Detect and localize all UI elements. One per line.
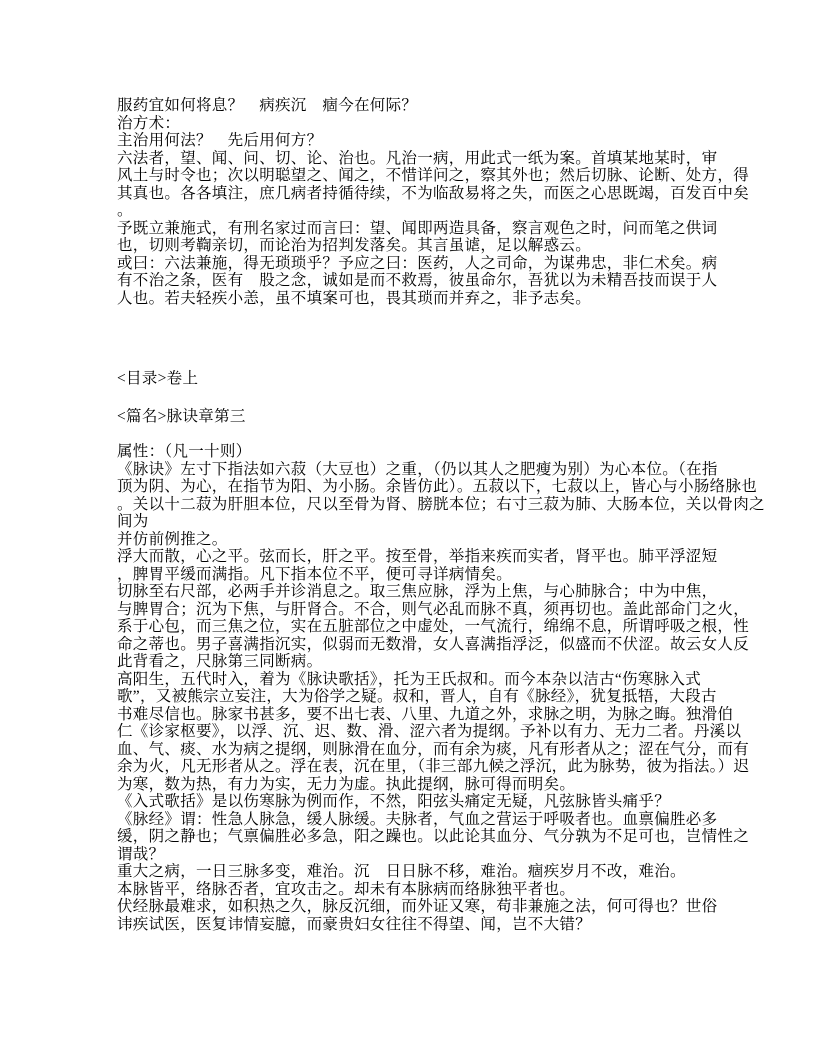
text-line: 此背看之，尺脉第三同断病。: [117, 653, 323, 670]
text-line: 或曰：六法兼施，得无琐琐乎？予应之曰：医药，人之司命，为谋弗忠，非仁术矣。病: [117, 254, 718, 272]
text-line: 。关以十二菽为肝胆本位，尺以至骨为肾、膀胱本位；右寸三菽为肺、大肠本位，关以骨肉之: [117, 495, 765, 513]
text-line: 伏经脉最难求，如积热之久，脉反沉细，而外证又寒，苟非兼施之法，何可得也？世俗: [117, 898, 718, 915]
blank-gap: [117, 388, 720, 408]
text-line: 高阳生，五代时入，着为《脉诀歌括》，托为王氏叔和。而今本杂以洁古“伤寒脉入式: [117, 670, 702, 688]
text-line: 治方术：: [117, 114, 181, 132]
text-line: 予既立兼施式，有刑名家过而言曰：望、闻即两造具备，察言观色之时，问而笔之供词: [117, 219, 718, 237]
text-line: 《脉经》谓：性急人脉急，缓人脉缓。夫脉者，气血之营运于呼吸者也。血禀偏胜必多: [117, 810, 718, 828]
text-line: 切脉至右尺部，必两手并诊消息之。取三焦应脉，浮为上焦，与心肺脉合；中为中焦，: [117, 583, 718, 600]
blank-gap: [117, 425, 720, 443]
text-line: 主治用何法？ 先后用何方？: [117, 132, 323, 149]
text-line: 血、气、痰、水为病之提纲，则脉滑在血分，而有余为痰，凡有形者从之；涩在气分，而有: [117, 740, 750, 758]
text-line: 有不治之条，医有 股之念，诚如是而不救焉，彼虽命尔，吾犹以为未精吾技而误于人: [117, 272, 718, 289]
text-line: 谓哉？: [117, 845, 165, 863]
text-line: 《入式歌括》是以伤寒脉为例而作，不然，阳弦头痛定无疑，凡弦脉皆头痛乎？: [117, 793, 671, 810]
body-paragraph: [117, 443, 765, 933]
text-line: 。: [117, 202, 133, 219]
text-line: 命之蒂也。男子喜满指沉实，似弱而无数滑，女人喜满指浮泛，似盛而不伏涩。故云女人反: [117, 635, 750, 653]
text-line: 讳疾试医，医复讳情妄臆，而豪贵妇女往往不得望、闻，岂不大错？: [117, 915, 592, 933]
text-line: 书难尽信也。脉家书甚多，要不出七表、八里、九道之外，求脉之明，为脉之晦。独滑伯: [117, 705, 734, 723]
text-line: 风土与时令也；次以明聪望之、闻之，不惜详问之，察其外也；然后切脉、论断、处方，得: [117, 167, 750, 184]
text-line: 余为火，凡无形者从之。浮在表，沉在里，（非三部九候之浮沉，此为脉势，彼为指法。）迟: [117, 758, 750, 775]
text-line: 其真也。各各填注，庶几病者持循待续，不为临敌易将之失，而医之心思既竭，百发百中矣: [117, 184, 750, 202]
text-line: 并仿前例推之。: [117, 530, 228, 548]
intro-paragraph: [117, 97, 750, 307]
text-line: 歌”，又被熊宗立妄注，大为俗学之疑。叔和，晋人，自有《脉经》，犹复抵牾，大段古: [117, 688, 717, 705]
text-line: 浮大而散，心之平。弦而长，肝之平。按至骨，举指来疾而实者，肾平也。肺平浮涩短: [117, 548, 718, 565]
text-line: 为寒，数为热，有力为实，无力为虚。执此提纲，脉可得而明矣。: [117, 775, 576, 793]
text-line: 属性：（凡一十则）: [117, 443, 252, 460]
text-line: 仁《诊家枢要》，以浮、沉、迟、数、滑、涩六者为提纲。予补以有力、无力二者。丹溪以: [117, 723, 742, 740]
text-line: 《脉诀》左寸下指法如六菽（大豆也）之重，（仍以其人之肥瘦为别）为心本位。（在指: [117, 460, 718, 478]
text-line: 缓，阴之静也；气禀偏胜必多急，阳之躁也。以此论其血分、气分孰为不足可也，岂情性之: [117, 828, 750, 845]
chapter-title-line: <篇名>脉诀章第三: [117, 407, 246, 425]
text-line: 重大之病，一日三脉多变，难治。沉 日日脉不移，难治。痼疾岁月不改，难治。: [117, 863, 686, 880]
text-line: 也，切则考鞫亲切，而论治为招判发落矣。其言虽谑，足以解惑云。: [117, 237, 592, 254]
text-line: 间为: [117, 513, 149, 530]
text-line: ，脾胃平缓而满指。凡下指本位不平，便可寻详病情矣。: [117, 565, 513, 583]
text-line: 本脉皆平，络脉否者，宜攻击之。却未有本脉病而络脉独平者也。: [117, 880, 576, 898]
blank-gap: [117, 307, 720, 370]
toc-line: <目录>卷上: [117, 370, 199, 387]
text-line: 与脾胃合；沉为下焦，与肝肾合。不合，则气必乱而脉不真，须再切也。盖此部命门之火，: [117, 600, 750, 618]
text-line: 顶为阴、为心，在指节为阳、为小肠。余皆仿此）。五菽以下，七菽以上，皆心与小肠络脉也: [117, 478, 758, 495]
text-line: 六法者，望、闻、问、切、论、治也。凡治一病，用此式一纸为案。首填某地某时，审: [117, 149, 718, 167]
text-line: 系于心包，而三焦之位，实在五脏部位之中虚处，一气流行，绵绵不息，所谓呼吸之根，性: [117, 618, 750, 635]
text-line: 人也。若夫轻疾小恙，虽不填案可也，畏其琐而并弃之，非予志矣。: [117, 289, 592, 307]
text-line: 服药宜如何将息？ 病疾沉 痼今在何际？: [117, 97, 418, 114]
